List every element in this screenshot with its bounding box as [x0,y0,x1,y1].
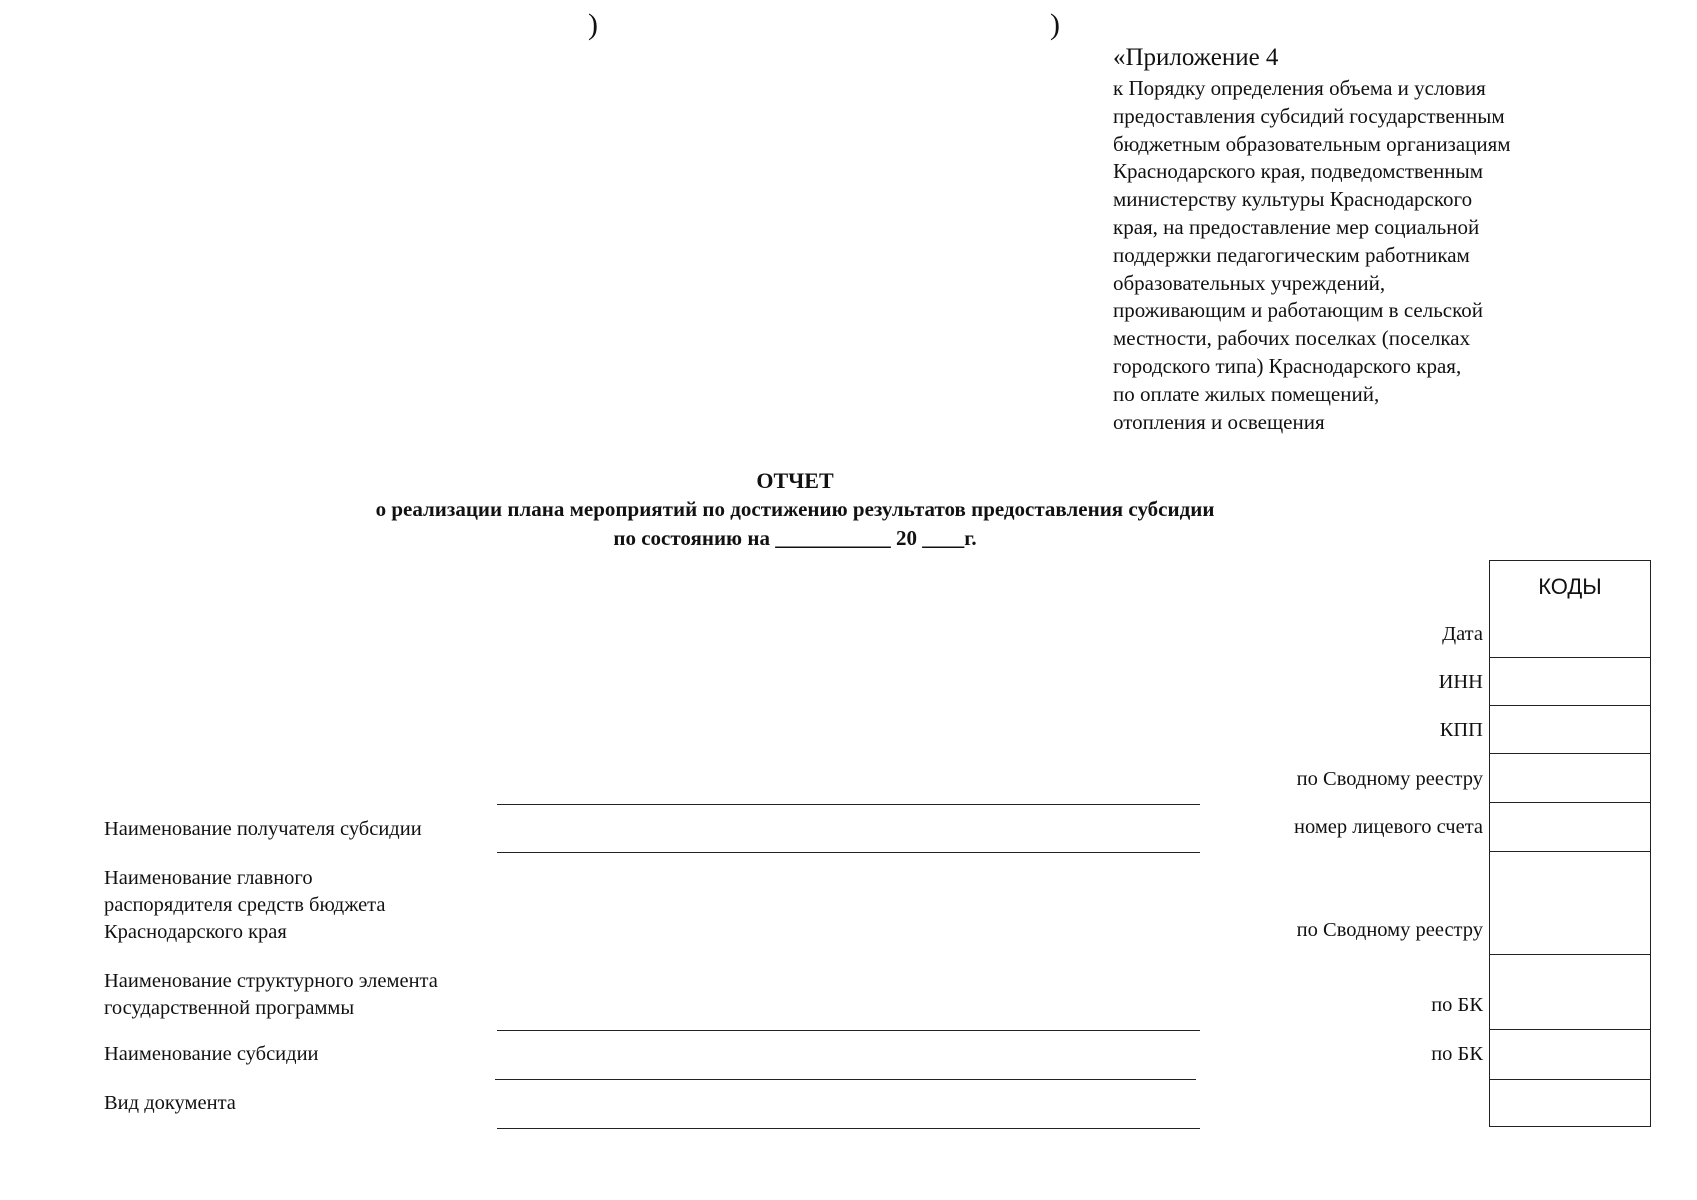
manager-label: Наименование главного распорядителя средств бюджета Краснодарского края [104,867,386,943]
annex-line: поддержки педагогическим работникам [1113,242,1470,267]
document-type-fill-line[interactable] [497,1128,1200,1129]
codes-header: КОДЫ [1489,560,1651,608]
annex-description [1113,75,1633,436]
code-cell-divider [1490,753,1650,754]
code-label-bk-program: по БК [1431,994,1483,1016]
recipient-fill-line[interactable] [497,852,1200,853]
annex-line: бюджетным образовательным организациям [1113,131,1511,156]
report-date-line: по состоянию на ___________ 20 ____г. [613,526,977,550]
annex-line: Краснодарского края, подведомственным [1113,159,1483,184]
code-cell-divider [1490,657,1650,658]
code-cell-divider [1490,705,1650,706]
report-subtitle: о реализации плана мероприятий по достижению результатов предоставления субсидии [375,497,1215,521]
annex-line: местности, рабочих поселках (поселках [1113,326,1471,351]
registry-fill-line[interactable] [497,804,1200,805]
codes-box[interactable] [1489,607,1651,1127]
annex-line: по оплате жилых помещений, [1113,381,1380,406]
program-element-fill-line[interactable] [497,1030,1200,1031]
annex-line: к Порядку определения объема и условия [1113,76,1486,100]
code-label-registry-manager: по Сводному реестру [1296,919,1483,941]
annex-line: отопления и освещения [1113,409,1325,434]
annex-line: проживающим и работающим в сельской [1113,298,1483,323]
code-label-kpp: КПП [1439,719,1483,741]
code-cell-divider [1490,954,1650,955]
annex-line: предоставления субсидий государственным [1113,103,1505,128]
annex-line: края, на предоставление мер социальной [1113,214,1480,239]
stray-parenthesis-left: ) [588,8,598,41]
code-cell-divider [1490,851,1650,852]
stray-parenthesis-right: ) [1050,8,1060,41]
code-cell-divider [1490,1029,1650,1030]
code-label-account-number: номер лицевого счета [1293,816,1483,838]
program-element-label: Наименование структурного элемента государственной программы [104,970,438,1019]
annex-line: образовательных учреждений, [1113,270,1386,295]
annex-line: министерству культуры Краснодарского [1113,187,1473,212]
subsidy-fill-line[interactable] [495,1079,1196,1080]
document-type-label: Вид документа [104,1092,236,1114]
code-label-bk-subsidy: по БК [1431,1043,1483,1065]
annex-line: городского типа) Краснодарского края, [1113,353,1462,378]
annex-title: «Приложение 4 [1113,44,1279,71]
code-cell-divider [1490,1079,1650,1080]
recipient-label: Наименование получателя субсидии [104,818,422,840]
report-title: ОТЧЕТ [756,468,834,493]
code-label-inn: ИНН [1438,671,1483,693]
code-label-date: Дата [1442,623,1483,645]
code-cell-divider [1490,802,1650,803]
subsidy-label: Наименование субсидии [104,1043,319,1065]
code-label-registry: по Сводному реестру [1296,768,1483,790]
